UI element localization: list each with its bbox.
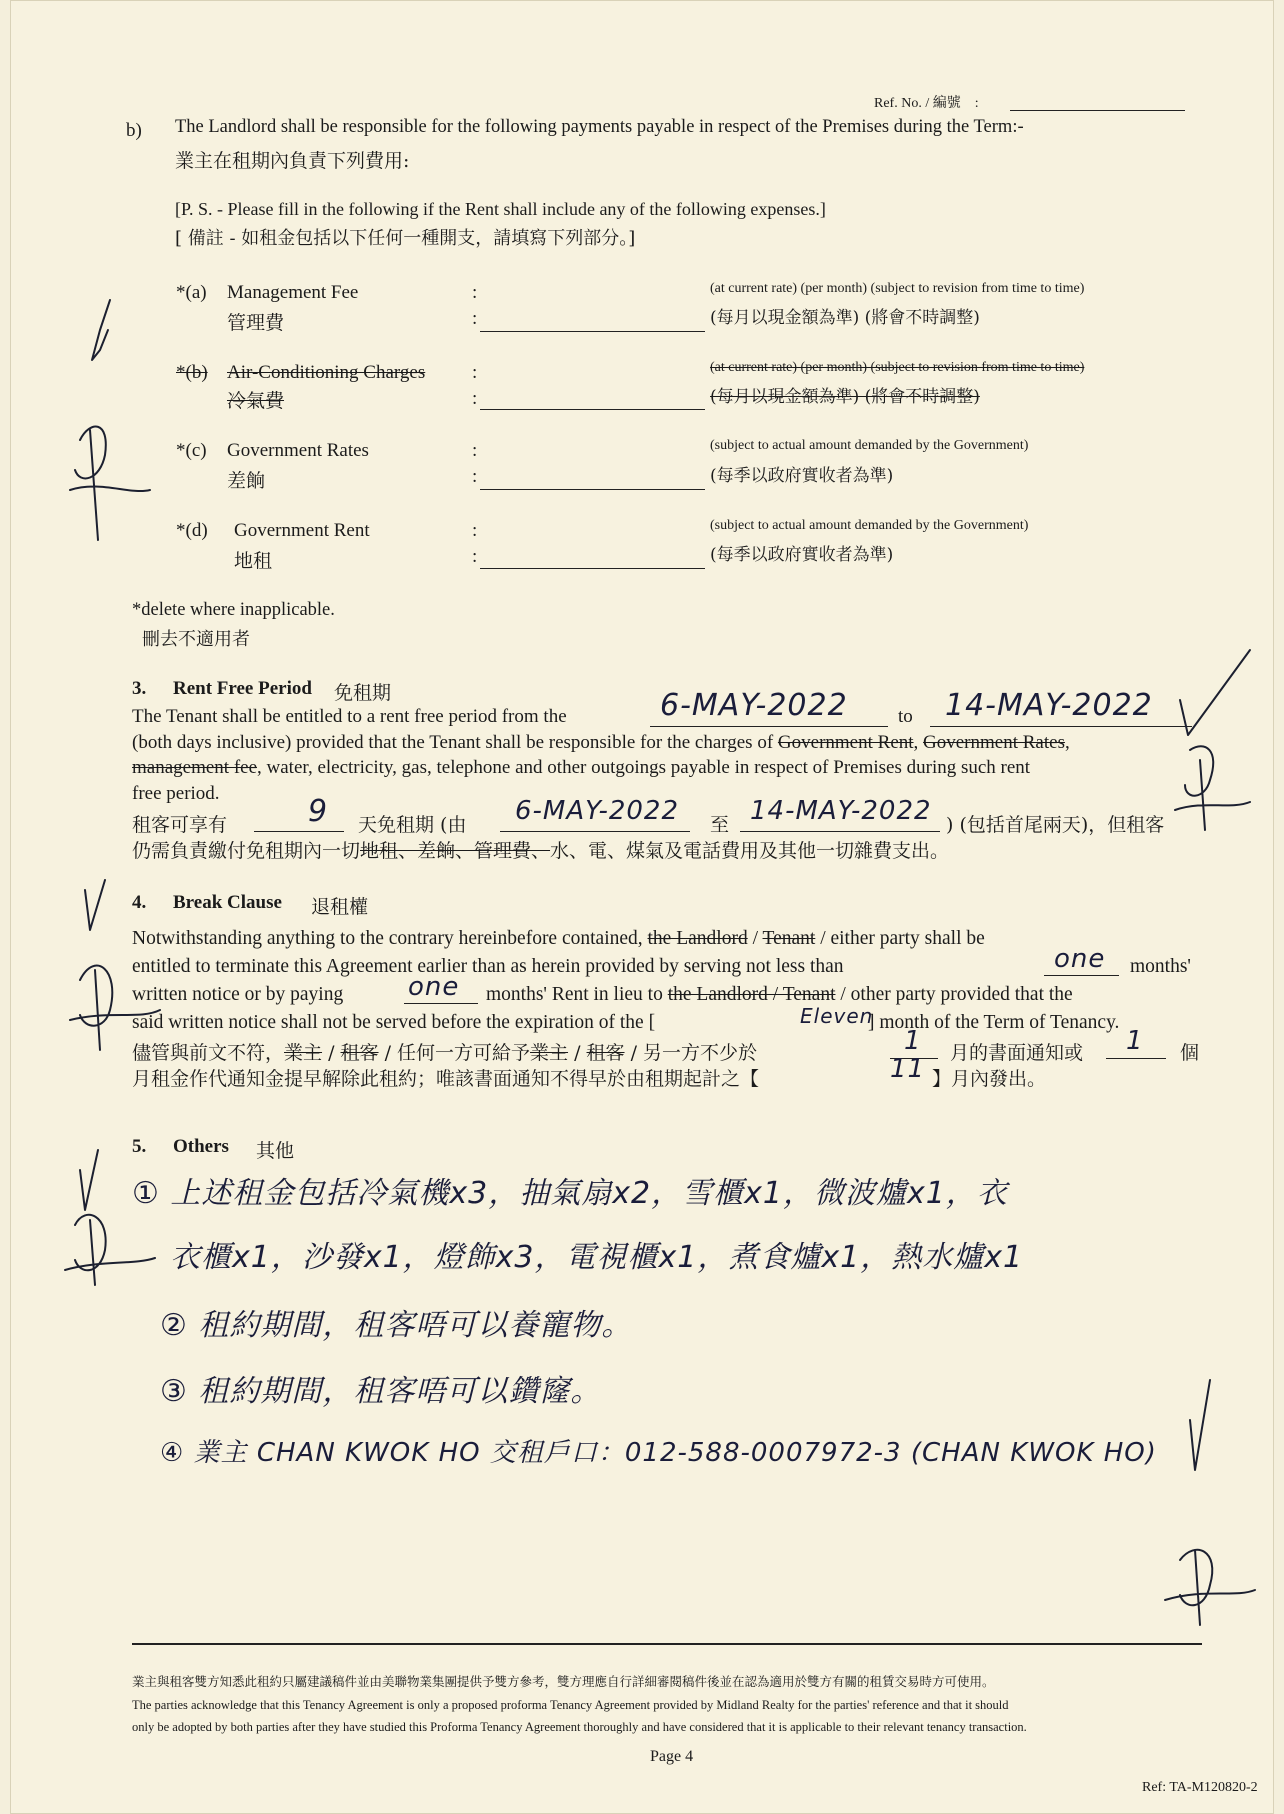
section-b-text-zh: 業主在租期內負責下列費用: xyxy=(175,150,410,172)
ps-note: [P. S. - Please fill in the following if the Rent shall include any of the following expenses.] xyxy=(175,199,826,219)
notice-months-handwritten: one xyxy=(1054,944,1106,974)
days-handwritten: 9 xyxy=(308,794,329,829)
item-d-note-zh: (每季以政府實收者為準) xyxy=(710,545,894,565)
rent-free-zh-1c: 至 xyxy=(710,814,730,836)
footer-disclaimer-en-1: The parties acknowledge that this Tenancy Agreement is only a proposed proforma Tenancy Agreement provided by Midland Realty for the parties' reference and that it should xyxy=(132,1698,1009,1712)
section-b-text: The Landlord shall be responsible for the following payments payable in respect of the Premises during the Term:- xyxy=(175,117,1024,137)
right-initials-mark xyxy=(1160,640,1260,840)
struck-management-fee: management fee xyxy=(132,757,258,778)
zh-rent-handwritten: 1 xyxy=(1126,1026,1144,1056)
rent-free-line-2-text: (both days inclusive) provided that the Tenant shall be responsible for the charges of xyxy=(132,732,774,753)
delete-note-zh: 刪去不適用者 xyxy=(142,629,250,650)
others-handwritten-line-5: ④ 業主 CHAN KWOK HO 交租戶口：012-588-0007972-3 (CHAN KWOK HO) xyxy=(160,1438,1157,1468)
struck-zh-charges: 地租、差餉、管理費、 xyxy=(360,840,551,862)
section-5-title: Others xyxy=(173,1136,229,1157)
break-zh-2a: 月租金作代通知金提早解除此租約；唯該書面通知不得早於由租期起計之【 xyxy=(132,1068,760,1090)
item-b-code: *(b) xyxy=(176,362,208,383)
section-4-number: 4. xyxy=(132,892,147,913)
struck-tenant: Tenant xyxy=(762,928,816,949)
page-number: Page 4 xyxy=(650,1748,694,1765)
ref-number-blank xyxy=(1010,110,1185,111)
break-line-2a: entitled to terminate this Agreement earlier than as herein provided by serving not less than xyxy=(132,956,844,977)
rent-free-zh-1d: ) (包括首尾兩天)，但租客 xyxy=(946,814,1165,836)
item-c-note-zh: (每季以政府實收者為準) xyxy=(710,466,894,486)
item-b-label: Air-Conditioning Charges xyxy=(227,362,426,383)
item-a-label: Management Fee xyxy=(227,282,359,303)
break-zh-1e: 個 xyxy=(1180,1042,1200,1064)
zh-from-blank xyxy=(500,831,690,832)
break-line-2b: months' xyxy=(1130,956,1191,977)
section-3-number: 3. xyxy=(132,678,147,699)
break-line-1a: Notwithstanding anything to the contrary hereinbefore contained, xyxy=(132,928,643,949)
section-3-title: Rent Free Period xyxy=(173,678,312,699)
item-a-colon: : xyxy=(472,282,478,303)
item-a-code: *(a) xyxy=(176,282,207,303)
rent-free-zh-2 xyxy=(132,836,949,863)
rent-free-to-word: to xyxy=(898,706,913,727)
rent-free-line-3 xyxy=(132,757,1030,779)
others-handwritten-line-2: 衣櫃x1，沙發x1，燈飾x3，電視櫃x1，煮食爐x1，熱水爐x1 xyxy=(170,1240,1024,1275)
break-line-3c: / other party provided that the xyxy=(835,984,1073,1005)
struck-the-landlord: the Landlord xyxy=(647,928,748,949)
footer-rule xyxy=(132,1643,1202,1645)
item-d-code: *(d) xyxy=(176,520,208,541)
break-zh-1 xyxy=(132,1038,757,1065)
section-3-title-zh: 免租期 xyxy=(334,682,392,704)
rent-free-from-blank xyxy=(650,726,888,727)
break-zh-2b: 】月內發出。 xyxy=(932,1068,1047,1090)
item-c-code: *(c) xyxy=(176,440,207,461)
sep: / xyxy=(747,928,763,949)
delete-note: *delete where inapplicable. xyxy=(132,600,335,620)
break-zh-1c: / 另一方不少於 xyxy=(624,1042,758,1064)
struck-government-rates: Government Rates xyxy=(923,732,1065,753)
zh-notice-handwritten: 1 xyxy=(904,1026,922,1056)
comma-end: , xyxy=(1064,732,1070,753)
footer-disclaimer-en-2: only be adopted by both parties after they have studied this Proforma Tenancy Agreement thoroughly and have considered that it is applicable to their relevant tenancy transaction. xyxy=(132,1720,1027,1734)
item-c-blank xyxy=(480,489,705,490)
rent-free-zh-2b: 水、電、煤氣及電話費用及其他一切雜費支出。 xyxy=(550,840,950,862)
item-b-colon: : xyxy=(472,362,478,383)
item-d-label: Government Rent xyxy=(234,520,370,541)
break-line-3b: months' Rent in lieu to xyxy=(486,984,663,1005)
struck-landlord-zh-2: 業主 xyxy=(530,1042,569,1064)
item-b-colon-zh: : xyxy=(472,388,478,409)
expiry-month-handwritten: Eleven xyxy=(800,1004,874,1028)
item-b-blank xyxy=(480,409,705,410)
item-b-note: (at current rate) (per month) (subject to revision from time to time) xyxy=(710,360,1085,375)
zh-from-handwritten: 6-MAY-2022 xyxy=(515,796,679,826)
item-a-label-zh: 管理費 xyxy=(227,312,285,334)
others-handwritten-line-4: ③ 租約期間，租客唔可以鑽窿。 xyxy=(160,1374,602,1409)
item-a-note: (at current rate) (per month) (subject to revision from time to time) xyxy=(710,281,1085,296)
rent-free-line-3-text: , water, electricity, gas, telephone and other outgoings payable in respect of Premises during such rent xyxy=(257,757,1031,778)
section-5-number: 5. xyxy=(132,1136,147,1157)
item-c-note: (subject to actual amount demanded by the Government) xyxy=(710,438,1029,453)
ref-number-label: Ref. No. / 編號 : xyxy=(874,96,979,111)
section-b-letter: b) xyxy=(126,120,142,141)
comma: , xyxy=(913,732,919,753)
break-line-1 xyxy=(132,928,985,950)
item-c-label: Government Rates xyxy=(227,440,369,461)
ps-note-zh: [ 備註 - 如租金包括以下任何一種開支，請填寫下列部分。] xyxy=(175,228,636,249)
footer-disclaimer-zh: 業主與租客雙方知悉此租約只屬建議稿件並由美聯物業集團提供予雙方參考，雙方理應自行詳細審閱稿件後並在認為適用於雙方有關的租賃交易時方可使用。 xyxy=(132,1674,995,1689)
section-4-title-zh: 退租權 xyxy=(311,896,369,918)
break-line-3 xyxy=(486,984,1073,1006)
item-d-colon-zh: : xyxy=(472,546,478,567)
break-line-4b: ] month of the Term of Tenancy. xyxy=(868,1012,1120,1033)
break-zh-1a: 儘管與前文不符， xyxy=(132,1042,285,1064)
rent-months-handwritten: one xyxy=(408,972,460,1002)
break-line-4a: said written notice shall not be served before the expiration of the [ xyxy=(132,1012,656,1033)
item-c-label-zh: 差餉 xyxy=(227,470,266,492)
struck-tenant-zh-1: 租客 xyxy=(340,1042,379,1064)
item-b-note-zh: (每月以現金額為準) (將會不時調整) xyxy=(710,387,980,407)
item-d-note: (subject to actual amount demanded by the Government) xyxy=(710,518,1029,533)
item-a-blank xyxy=(480,331,705,332)
notice-months-blank xyxy=(1044,975,1119,976)
section-4-title: Break Clause xyxy=(173,892,282,913)
bottom-right-initials-mark xyxy=(1150,1360,1260,1630)
struck-tenant-zh-2: 租客 xyxy=(586,1042,625,1064)
item-b-label-zh: 冷氣費 xyxy=(227,390,285,412)
others-handwritten-line-1: ① 上述租金包括冷氣機x3，抽氣扇x2，雪櫃x1，微波爐x1，衣 xyxy=(132,1176,1008,1211)
break-line-3a: written notice or by paying xyxy=(132,984,344,1005)
rent-free-to-blank xyxy=(930,726,1192,727)
rent-free-to-handwritten: 14-MAY-2022 xyxy=(945,688,1153,723)
item-d-colon: : xyxy=(472,520,478,541)
item-c-colon-zh: : xyxy=(472,466,478,487)
rent-free-from-handwritten: 6-MAY-2022 xyxy=(660,688,848,723)
rent-free-line-2 xyxy=(132,732,1070,754)
others-handwritten-line-3: ② 租約期間，租客唔可以養寵物。 xyxy=(160,1308,633,1343)
rent-free-zh-1a: 租客可享有 xyxy=(132,814,228,836)
break-zh-1b: / 任何一方可給予 xyxy=(378,1042,531,1064)
margin-initials-mark xyxy=(50,290,170,1290)
zh-to-blank xyxy=(740,831,940,832)
struck-landlord-tenant: the Landlord / Tenant xyxy=(667,984,836,1005)
section-5-title-zh: 其他 xyxy=(256,1140,295,1162)
break-line-1b: / either party shall be xyxy=(815,928,985,949)
zh-rent-blank xyxy=(1106,1058,1166,1059)
zh-months-handwritten: 11 xyxy=(890,1054,926,1084)
item-c-colon: : xyxy=(472,440,478,461)
break-zh-1d: 月的書面通知或 xyxy=(950,1042,1084,1064)
item-a-colon-zh: : xyxy=(472,308,478,329)
rent-free-line-4: free period. xyxy=(132,783,220,804)
struck-landlord-zh-1: 業主 xyxy=(284,1042,323,1064)
item-a-note-zh: (每月以現金額為準) (將會不時調整) xyxy=(710,308,980,328)
days-blank xyxy=(254,831,344,832)
rent-free-zh-1b: 天免租期 (由 xyxy=(358,814,467,836)
rent-months-blank xyxy=(404,1003,478,1004)
sep: / xyxy=(568,1042,587,1064)
sep: / xyxy=(322,1042,341,1064)
rent-free-line-1: The Tenant shall be entitled to a rent free period from the xyxy=(132,706,567,727)
item-d-label-zh: 地租 xyxy=(234,550,273,572)
rent-free-zh-2a: 仍需負責繳付免租期內一切 xyxy=(132,840,361,862)
footer-ref: Ref: TA-M120820-2 xyxy=(1142,1780,1258,1795)
struck-government-rent: Government Rent xyxy=(777,732,914,753)
item-d-blank xyxy=(480,568,705,569)
zh-to-handwritten: 14-MAY-2022 xyxy=(750,796,932,826)
document-page xyxy=(10,0,1274,1814)
